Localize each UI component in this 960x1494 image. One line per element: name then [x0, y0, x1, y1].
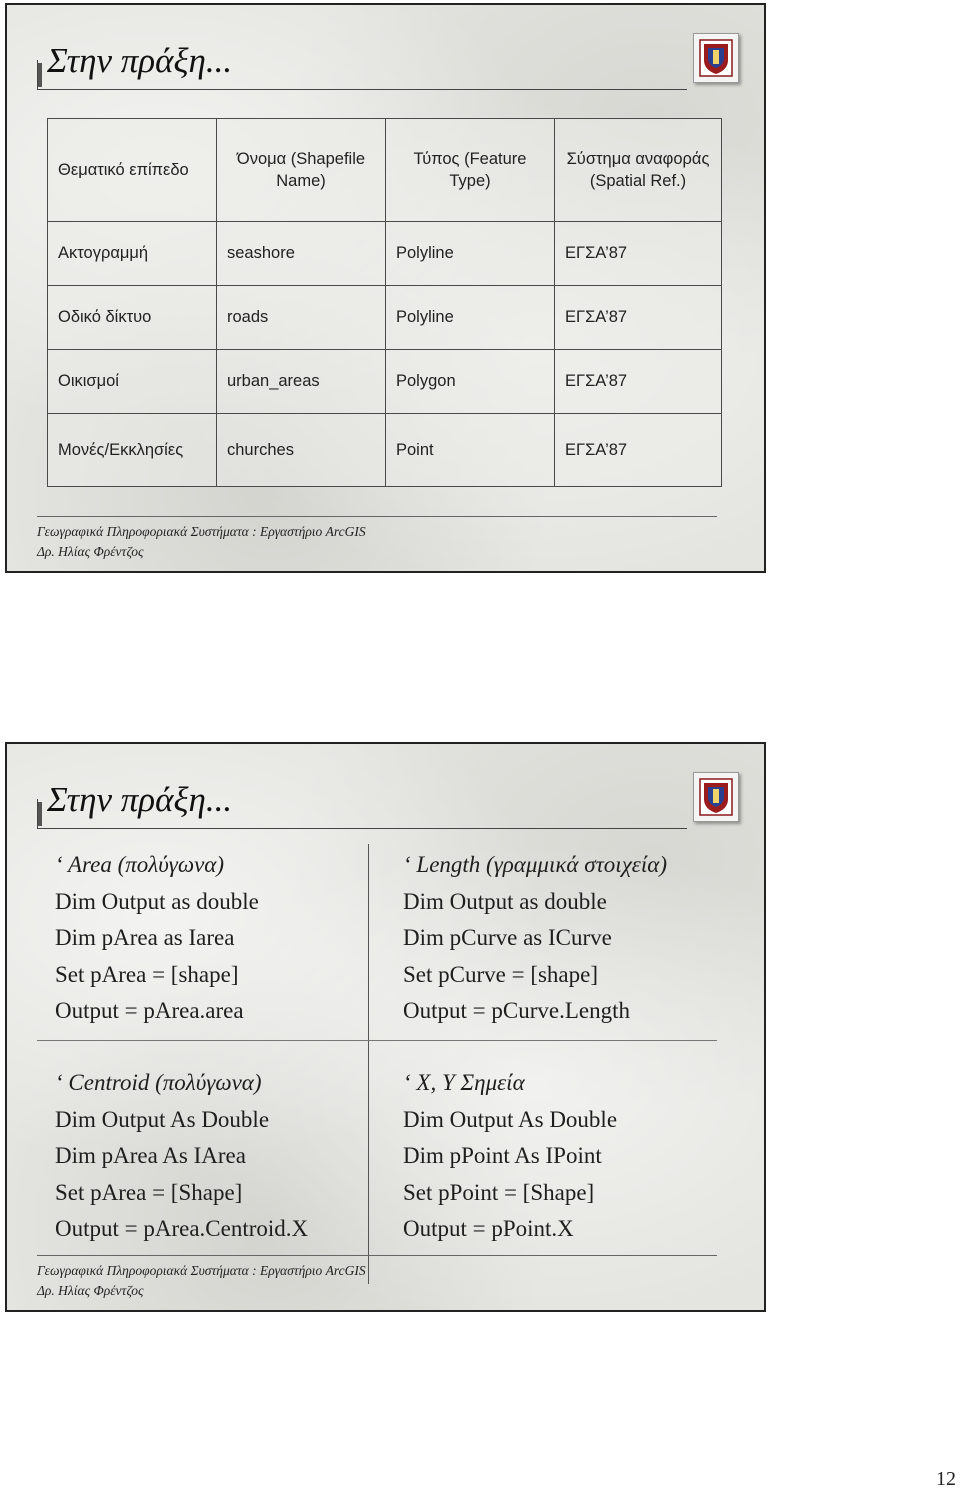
table-cell: urban_areas — [217, 350, 386, 414]
table-cell: ΕΓΣΑ’87 — [555, 414, 722, 487]
code-comment: ‘ Length (γραμμικά στοιχεία) — [403, 852, 667, 877]
page-number: 12 — [936, 1468, 956, 1490]
university-crest-icon — [693, 33, 739, 83]
table-row — [48, 350, 722, 414]
footer-course: Γεωγραφικά Πληροφοριακά Συστήματα : Εργαστήριο ArcGIS — [37, 1263, 366, 1278]
table-cell: churches — [217, 414, 386, 487]
code-line: Output = pPoint.X — [403, 1216, 574, 1241]
code-line: Dim Output As Double — [55, 1106, 270, 1132]
code-line: Set pPoint = [Shape] — [403, 1179, 595, 1205]
code-line: Dim Output as double — [403, 888, 607, 914]
code-line: Dim pPoint As IPoint — [403, 1143, 602, 1168]
footer-course: Γεωγραφικά Πληροφοριακά Συστήματα : Εργαστήριο ArcGIS — [37, 524, 366, 539]
footer-divider — [37, 516, 717, 517]
table-row — [48, 286, 722, 350]
code-block-area — [55, 847, 259, 1030]
layers-table — [47, 118, 722, 487]
slide-2 — [5, 742, 766, 1312]
table-row — [48, 414, 722, 487]
code-line: Dim pArea As IArea — [55, 1143, 246, 1168]
code-horizontal-divider — [37, 1040, 717, 1041]
code-line: Dim pCurve as ICurve — [403, 925, 612, 950]
code-comment: ‘ Area (πολύγωνα) — [55, 852, 225, 877]
code-line: Set pArea = [Shape] — [55, 1179, 243, 1205]
table-cell: Ακτογραμμή — [48, 222, 217, 286]
footer-author: Δρ. Ηλίας Φρέντζος — [37, 1283, 144, 1298]
code-line: Output = pArea.area — [55, 998, 244, 1023]
table-row — [48, 222, 722, 286]
code-line: Set pCurve = [shape] — [403, 961, 599, 987]
table-cell: Polyline — [386, 222, 555, 286]
table-cell: Polyline — [386, 286, 555, 350]
table-cell: Οδικό δίκτυο — [48, 286, 217, 350]
code-comment: ‘ Centroid (πολύγωνα) — [55, 1070, 262, 1095]
table-cell: ΕΓΣΑ’87 — [555, 286, 722, 350]
table-cell: Point — [386, 414, 555, 487]
code-line: Dim pArea as Iarea — [55, 925, 235, 950]
code-line: Set pArea = [shape] — [55, 961, 239, 987]
slide-footer — [37, 522, 366, 562]
footer-divider — [37, 1255, 717, 1256]
code-line: Dim Output As Double — [403, 1106, 618, 1132]
table-header: Θεματικό επίπεδο — [48, 119, 217, 222]
table-cell: Polygon — [386, 350, 555, 414]
code-line: Output = pArea.Centroid.X — [55, 1216, 309, 1241]
code-line: Output = pCurve.Length — [403, 998, 630, 1023]
table-header: Όνομα (Shapefile Name) — [217, 119, 386, 222]
table-cell: Οικισμοί — [48, 350, 217, 414]
table-cell: ΕΓΣΑ’87 — [555, 222, 722, 286]
table-cell: roads — [217, 286, 386, 350]
slide-footer — [37, 1261, 366, 1301]
university-crest-icon — [693, 772, 739, 822]
slide-title: Στην πράξη... — [47, 780, 233, 819]
code-block-centroid — [55, 1065, 308, 1248]
code-comment: ‘ X, Y Σημεία — [403, 1070, 525, 1095]
table-cell: ΕΓΣΑ’87 — [555, 350, 722, 414]
title-underline — [37, 89, 687, 90]
title-underline — [37, 828, 687, 829]
code-block-length — [403, 847, 667, 1030]
table-header-row — [48, 119, 722, 222]
table-header: Σύστημα αναφοράς (Spatial Ref.) — [555, 119, 722, 222]
code-vertical-divider — [368, 844, 369, 1284]
slide-title: Στην πράξη... — [47, 41, 233, 80]
code-block-xy — [403, 1065, 617, 1248]
table-cell: seashore — [217, 222, 386, 286]
table-header: Τύπος (Feature Type) — [386, 119, 555, 222]
code-line: Dim Output as double — [55, 888, 259, 914]
slide-1 — [5, 3, 766, 573]
table-cell: Μονές/Εκκλησίες — [48, 414, 217, 487]
footer-author: Δρ. Ηλίας Φρέντζος — [37, 544, 144, 559]
